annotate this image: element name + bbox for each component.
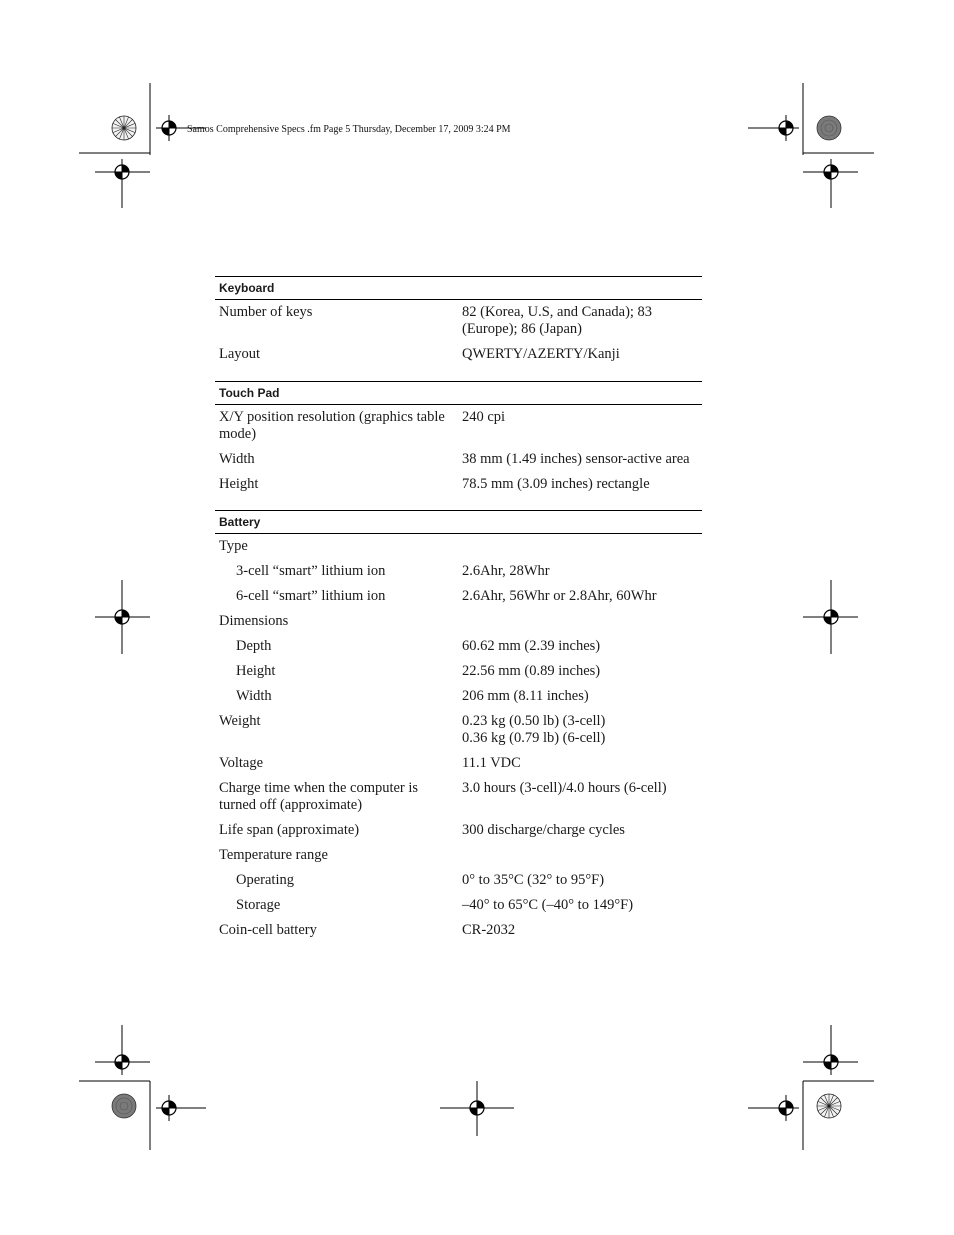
spec-value: 2.6Ahr, 28Whr	[462, 563, 550, 579]
spec-label: Depth	[236, 638, 272, 654]
top-left-marks	[79, 83, 206, 208]
spec-label: Layout	[219, 346, 261, 362]
bottom-center-marks	[440, 1081, 514, 1136]
battery-heading: Battery	[215, 510, 702, 534]
bottom-right-marks	[748, 1025, 874, 1150]
spec-label: 3-cell “smart” lithium ion	[236, 563, 386, 579]
spec-label: X/Y position resolution (graphics table mode)	[219, 409, 445, 442]
spec-label: Voltage	[219, 755, 264, 771]
spec-label: Height	[236, 663, 276, 679]
spec-value: 0° to 35°C (32° to 95°F)	[462, 872, 605, 888]
spec-value: 78.5 mm (3.09 inches) rectangle	[462, 476, 650, 492]
spec-value: –40° to 65°C (–40° to 149°F)	[462, 897, 634, 913]
spec-value: 60.62 mm (2.39 inches)	[462, 638, 601, 654]
spec-label: 6-cell “smart” lithium ion	[236, 588, 386, 604]
spec-label: Storage	[236, 897, 281, 913]
spec-label: Number of keys	[219, 304, 313, 320]
keyboard-section	[215, 276, 702, 362]
spec-value: 82 (Korea, U.S, and Canada); 83 (Europe); 86 (Japan)	[462, 304, 653, 337]
spec-value: 300 discharge/charge cycles	[462, 822, 625, 838]
touchpad-section	[215, 381, 702, 492]
touchpad-heading: Touch Pad	[215, 381, 702, 405]
spec-value	[462, 713, 702, 747]
spec-value: 22.56 mm (0.89 inches)	[462, 663, 601, 679]
spec-label: Type	[219, 538, 248, 554]
spec-label: Dimensions	[219, 613, 289, 629]
spec-value-line: 0.23 kg (0.50 lb) (3-cell)	[462, 713, 606, 729]
spec-label: Operating	[236, 872, 294, 888]
spec-value: CR-2032	[462, 922, 516, 938]
spec-label: Life span (approximate)	[219, 822, 360, 838]
spec-value-line: 0.36 kg (0.79 lb) (6-cell)	[462, 730, 606, 746]
file-slug-header: Samos Comprehensive Specs .fm Page 5 Thursday, December 17, 2009 3:24 PM	[187, 124, 511, 135]
top-right-marks	[748, 83, 874, 208]
spec-value: 38 mm (1.49 inches) sensor-active area	[462, 451, 690, 467]
spec-label: Width	[236, 688, 272, 704]
spec-label: Height	[219, 476, 259, 492]
spec-value: 2.6Ahr, 56Whr or 2.8Ahr, 60Whr	[462, 588, 657, 604]
spec-label: Weight	[219, 713, 261, 729]
spec-label: Width	[219, 451, 255, 467]
spec-value: QWERTY/AZERTY/Kanji	[462, 346, 620, 362]
keyboard-heading: Keyboard	[215, 276, 702, 300]
spec-value: 3.0 hours (3-cell)/4.0 hours (6-cell)	[462, 780, 667, 796]
bottom-left-marks	[79, 1025, 206, 1150]
spec-value: 206 mm (8.11 inches)	[462, 688, 589, 704]
battery-section	[215, 510, 702, 938]
spec-label: Coin-cell battery	[219, 922, 317, 938]
spec-value: 240 cpi	[462, 409, 506, 425]
spec-label: Charge time when the computer is turned off (approximate)	[219, 780, 419, 813]
spec-label: Temperature range	[219, 847, 328, 863]
spec-value: 11.1 VDC	[462, 755, 521, 771]
